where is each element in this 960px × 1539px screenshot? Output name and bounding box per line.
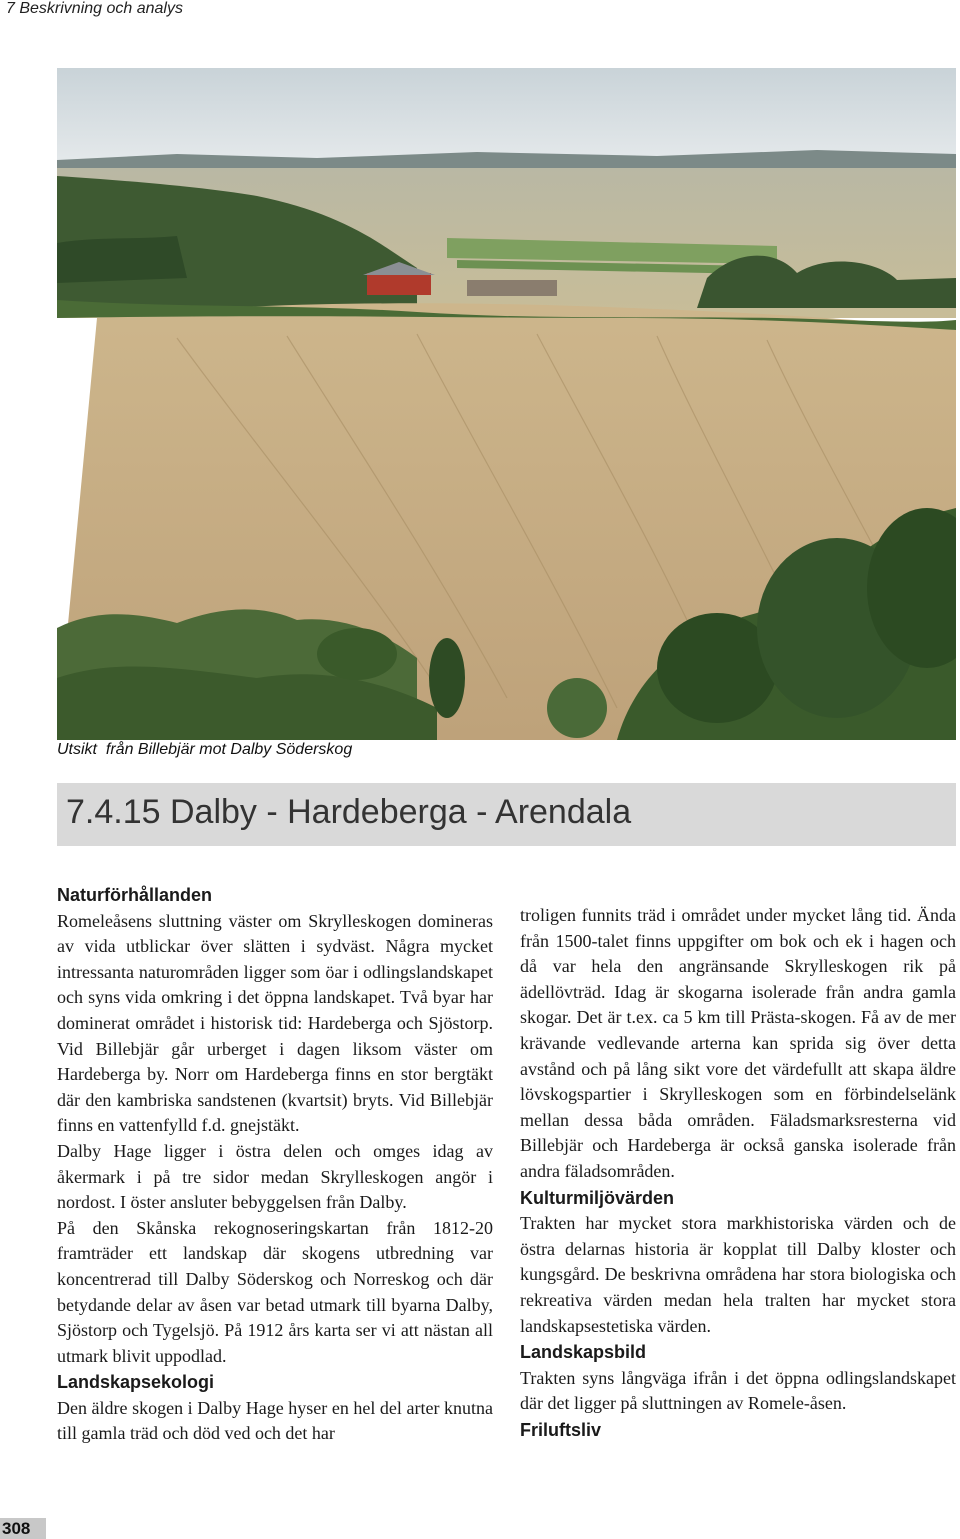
paragraph: Dalby Hage ligger i östra delen och omges idag av åkermark i på tre sidor medan Skrylleskogen angör i nordost. I öster ansluter bebyggelsen från Dalby. bbox=[57, 1140, 493, 1213]
landscape-photo bbox=[57, 68, 956, 740]
heading-landskapsekologi: Landskapsekologi bbox=[57, 1372, 215, 1393]
heading-friluftsliv: Friluftsliv bbox=[520, 1419, 602, 1440]
paragraph: Trakten har mycket stora markhistoriska värden och de östra delarnas historia är kopplat till Dalby kloster och kungsgård. De beskrivna områdena har stora biologiska och rekreativa värden medan hela tralten har mycket stora landskapsestetiska värden. bbox=[520, 1213, 956, 1336]
right-column bbox=[520, 903, 956, 1443]
heading-kulturmiljovarden: Kulturmiljövärden bbox=[520, 1187, 675, 1208]
left-column bbox=[57, 883, 493, 1447]
paragraph: troligen funnits träd i området under mycket lång tid. Ända från 1500-talet finns uppgifter om bok och ek i hagen och då var hela den angränsande Skrylleskogen rik på ädellövträd. Idag är skogarna isolerade från andra gamla skogar. Det är t.ex. ca 5 km till Prästa-skogen. Få av de mer krävande vedlevande arterna kan sprida sig över detta avstånd och på lång sikt vore det värdefullt att skapa äldre lövskogspartier i Skrylleskogen som en förbindelselänk mellan dessa båda områden. Fäladsmarksresterna vid Billebjär och Hardeberga är också ganska isolerade från andra fäladsområden. bbox=[520, 905, 956, 1181]
paragraph: På den Skånska rekognoseringskartan från 1812-20 framträder ett landskap där skogens utbredning var koncentrerad till Dalby Söderskog och Norreskog och där betydande delar av åsen var betad utmark till byarna Dalby, Sjöstorp och Tygelsjö. På 1912 års karta ser vi att nästan all utmark blivit uppodlad. bbox=[57, 1217, 493, 1366]
paragraph: Den äldre skogen i Dalby Hage hyser en hel del arter knutna till gamla träd och död ved och det har bbox=[57, 1397, 493, 1444]
photo-caption: Utsikt från Billebjär mot Dalby Söderskog bbox=[57, 741, 353, 758]
paragraph: Trakten syns långväga ifrån i det öppna odlingslandskapet där det ligger på sluttningen av Romele-åsen. bbox=[520, 1367, 956, 1414]
running-header: 7 Beskrivning och analys bbox=[6, 0, 183, 17]
heading-landskapsbild: Landskapsbild bbox=[520, 1342, 647, 1363]
section-title: 7.4.15 Dalby - Hardeberga - Arendala bbox=[66, 793, 632, 831]
page-number: 308 bbox=[0, 1518, 46, 1539]
paragraph: Romeleåsens sluttning väster om Skrylleskogen domineras av vida utblickar över slätten i sydväst. Några mycket intressanta naturområden ligger som öar i odlingslandskapet och syns vida omkring i det öppna landskapet. Två byar har dominerat området i historisk tid: Hardeberga och Sjöstorp. Vid Billebjär går urberget i dagen liksom väster om Hardeberga by. Norr om Hardeberga finns en stor bergtäkt där den kambriska sandstenen (kvartsit) bryts. Vid Billebjär finns en vattenfylld f.d. gnejstäkt. bbox=[57, 910, 493, 1136]
heading-naturforhallanden: Naturförhållanden bbox=[57, 885, 213, 905]
